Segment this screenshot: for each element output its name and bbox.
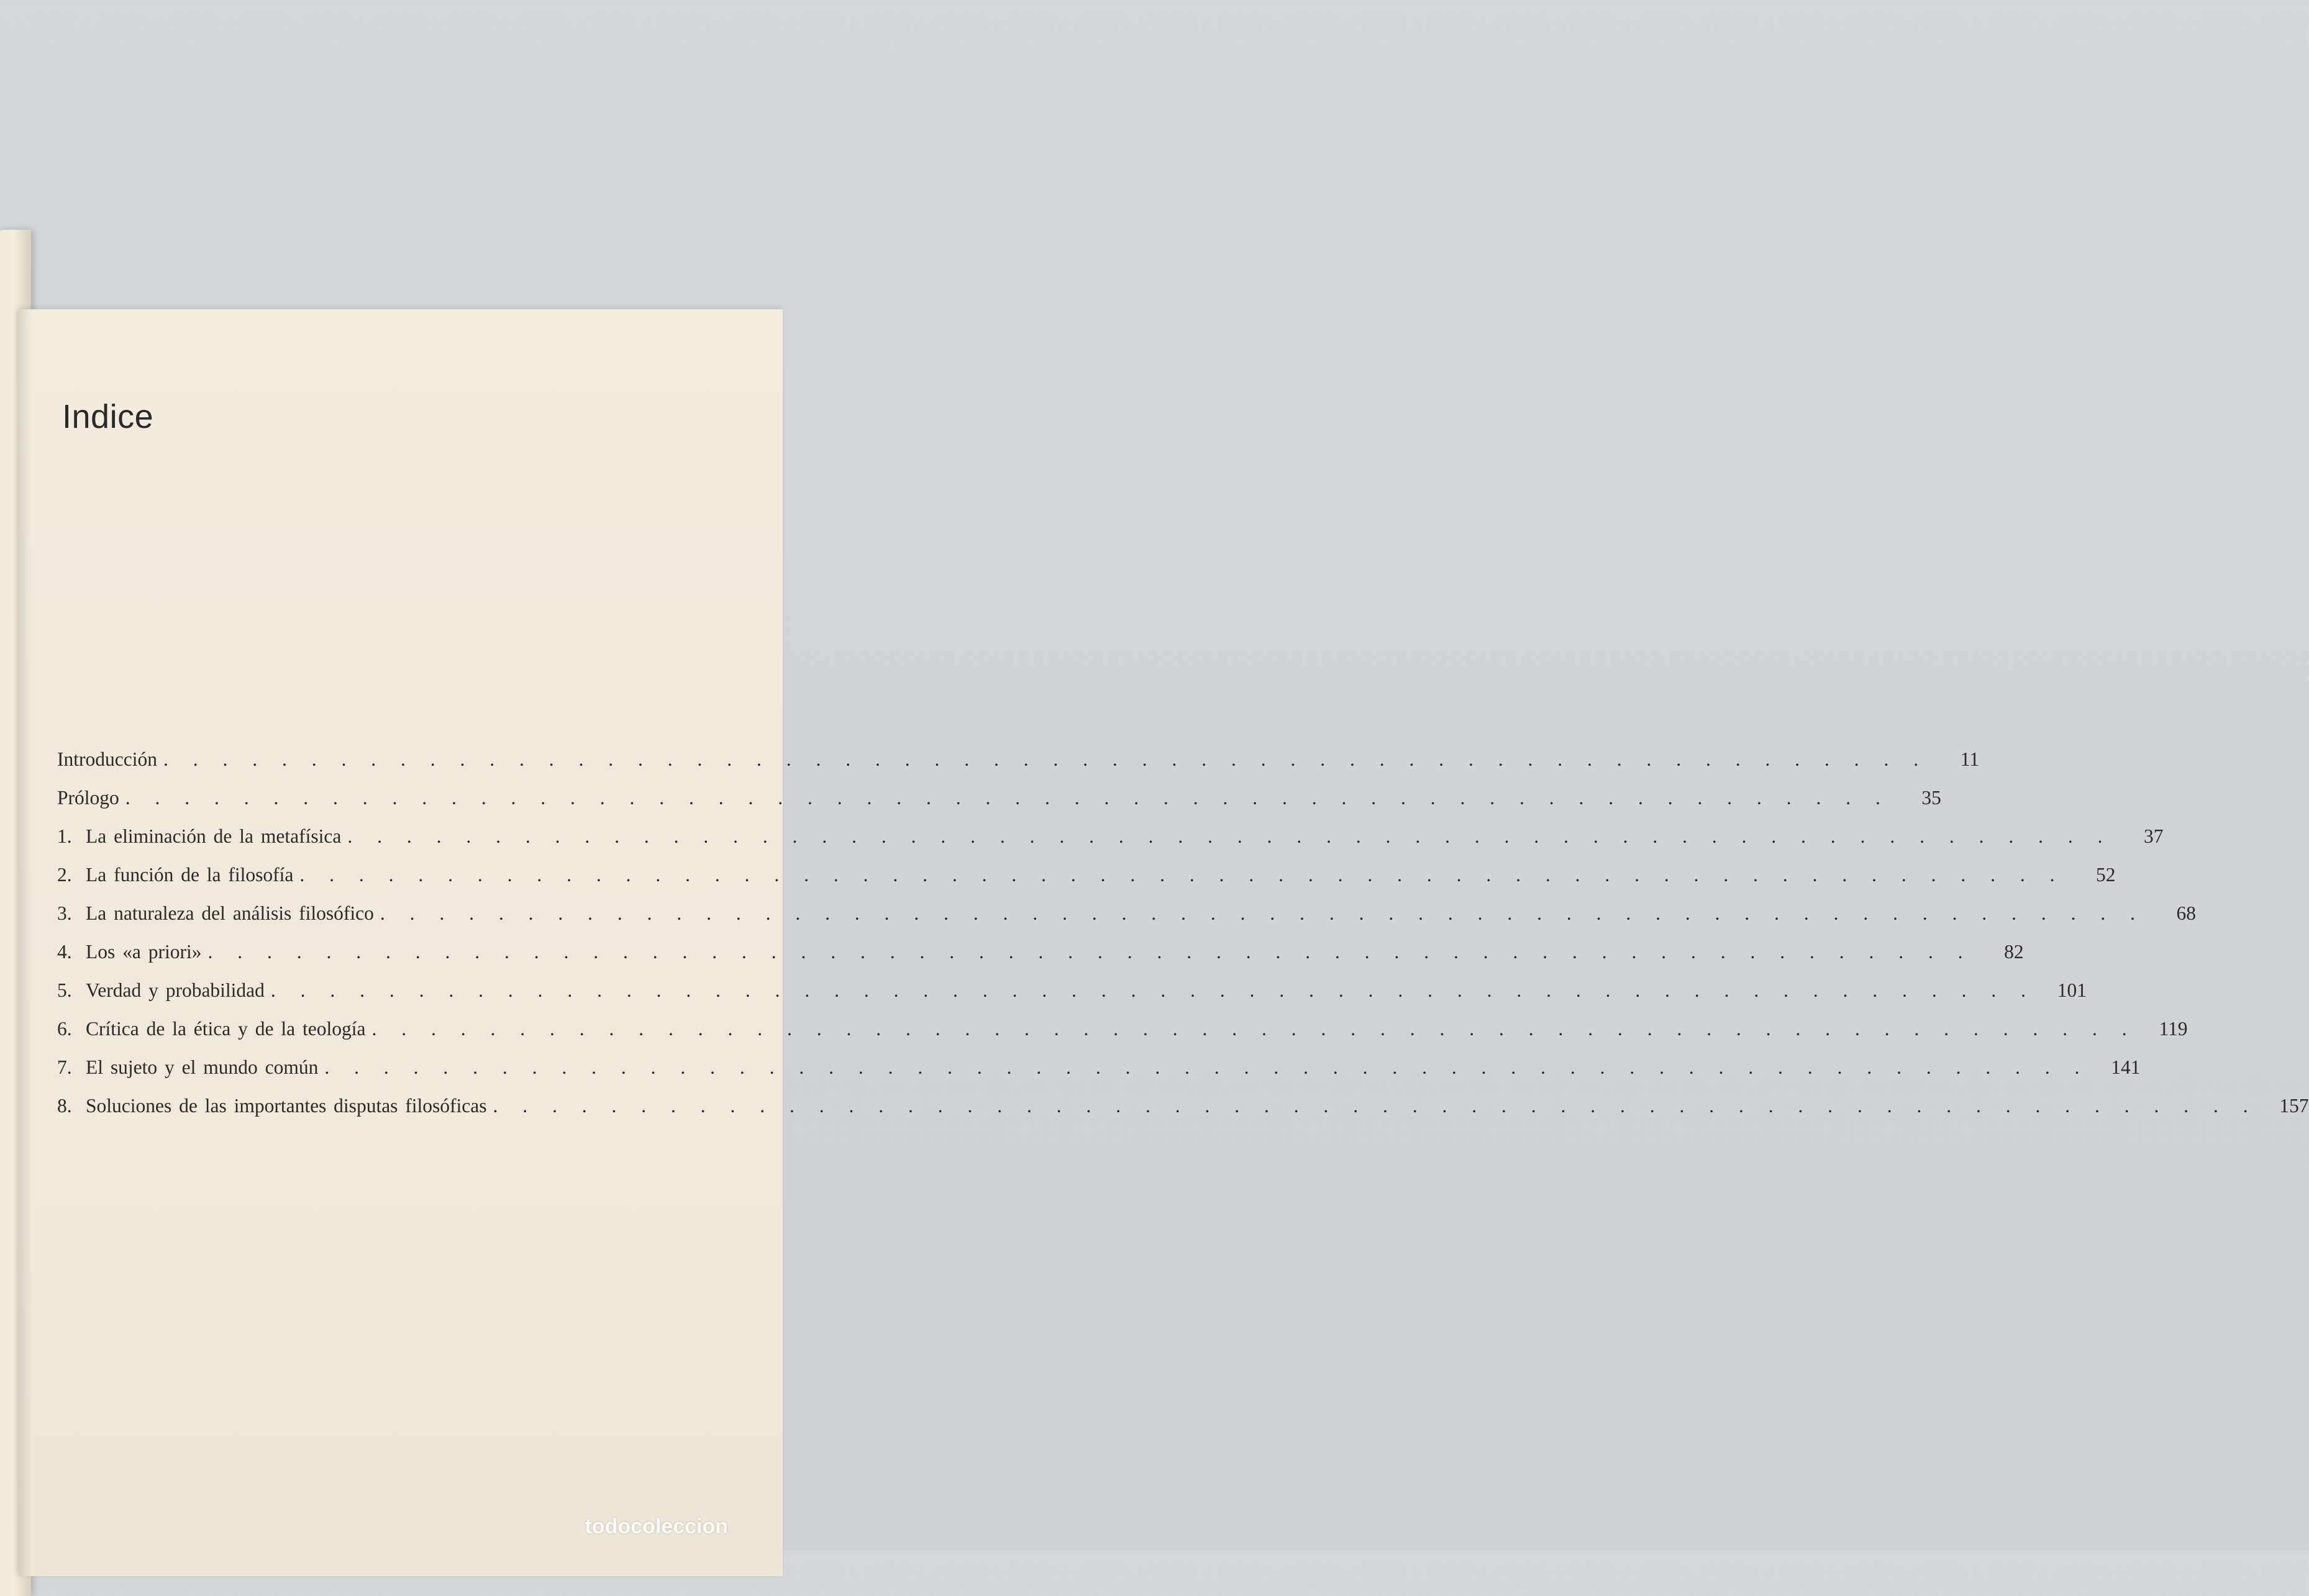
toc-chapter-number: 8. [57, 1095, 72, 1117]
toc-chapter-number: 1. [57, 825, 72, 847]
toc-dot-leader: . . . . . . . . . . . . . . . . . . . . . . . . . . . . . . . . . . . . . . . . . . . . . . . . . . . . . . . . . . . . [347, 825, 2111, 847]
toc-entry [57, 979, 2087, 1018]
toc-page-number: 101 [2057, 979, 2087, 1001]
table-of-contents [57, 748, 2309, 1133]
toc-chapter-number: 2. [57, 864, 72, 886]
toc-dot-leader: . . . . . . . . . . . . . . . . . . . . . . . . . . . . . . . . . . . . . . . . . . . . . . . . . . . . . . . . . . . . [380, 902, 2144, 924]
toc-page-number: 68 [2176, 902, 2196, 924]
toc-dot-leader: . . . . . . . . . . . . . . . . . . . . . . . . . . . . . . . . . . . . . . . . . . . . . . . . . . . . . . . . . . . . [324, 1056, 2088, 1078]
toc-page-number: 119 [2159, 1018, 2188, 1040]
toc-entry [57, 1056, 2141, 1095]
toc-entry [57, 748, 1980, 787]
toc-chapter-number: 6. [57, 1018, 72, 1040]
toc-chapter-number: 7. [57, 1056, 72, 1078]
toc-chapter-title: La eliminación de la metafísica [86, 825, 342, 847]
toc-entry [57, 902, 2196, 941]
toc-entry [57, 941, 2024, 979]
toc-page-number: 157 [2279, 1095, 2309, 1117]
toc-dot-leader: . . . . . . . . . . . . . . . . . . . . . . . . . . . . . . . . . . . . . . . . . . . . . . . . . . . . . . . . . . . . [493, 1095, 2257, 1117]
toc-dot-leader: . . . . . . . . . . . . . . . . . . . . . . . . . . . . . . . . . . . . . . . . . . . . . . . . . . . . . . . . . . . . [163, 748, 1928, 770]
toc-chapter-title: Prólogo [57, 787, 119, 809]
toc-page-number: 141 [2111, 1056, 2141, 1078]
toc-chapter-number: 4. [57, 941, 72, 963]
toc-chapter-title: Soluciones de las importantes disputas filosóficas [86, 1095, 487, 1117]
toc-page-number: 52 [2096, 864, 2116, 886]
toc-chapter-number: 3. [57, 902, 72, 924]
toc-dot-leader: . . . . . . . . . . . . . . . . . . . . . . . . . . . . . . . . . . . . . . . . . . . . . . . . . . . . . . . . . . . . [125, 787, 1889, 809]
toc-chapter-number: 5. [57, 979, 72, 1001]
toc-page-number: 82 [2004, 941, 2024, 963]
toc-dot-leader: . . . . . . . . . . . . . . . . . . . . . . . . . . . . . . . . . . . . . . . . . . . . . . . . . . . . . . . . . . . . [270, 979, 2035, 1001]
watermark-logo: todocoleccion [585, 1515, 728, 1538]
toc-chapter-title: El sujeto y el mundo común [86, 1056, 319, 1078]
toc-dot-leader: . . . . . . . . . . . . . . . . . . . . . . . . . . . . . . . . . . . . . . . . . . . . . . . . . . . . . . . . . . . . [371, 1018, 2136, 1040]
toc-page-number: 35 [1921, 787, 1941, 809]
toc-chapter-title: Verdad y probabilidad [86, 979, 265, 1001]
toc-entry [57, 787, 1941, 825]
toc-dot-leader: . . . . . . . . . . . . . . . . . . . . . . . . . . . . . . . . . . . . . . . . . . . . . . . . . . . . . . . . . . . . [207, 941, 1972, 963]
toc-entry [57, 864, 2116, 902]
toc-page-number: 37 [2143, 825, 2164, 847]
toc-chapter-title: Crítica de la ética y de la teología [86, 1018, 366, 1040]
page-title: Indice [62, 398, 154, 435]
toc-chapter-title: Introducción [57, 748, 157, 770]
toc-entry [57, 1095, 2309, 1133]
toc-dot-leader: . . . . . . . . . . . . . . . . . . . . . . . . . . . . . . . . . . . . . . . . . . . . . . . . . . . . . . . . . . . . [299, 864, 2064, 886]
toc-chapter-title: La naturaleza del análisis filosófico [86, 902, 374, 924]
toc-chapter-title: La función de la filosofía [86, 864, 294, 886]
toc-entry [57, 1018, 2188, 1056]
toc-entry [57, 825, 2164, 864]
toc-chapter-title: Los «a priori» [86, 941, 202, 963]
toc-page-number: 11 [1960, 748, 1980, 770]
